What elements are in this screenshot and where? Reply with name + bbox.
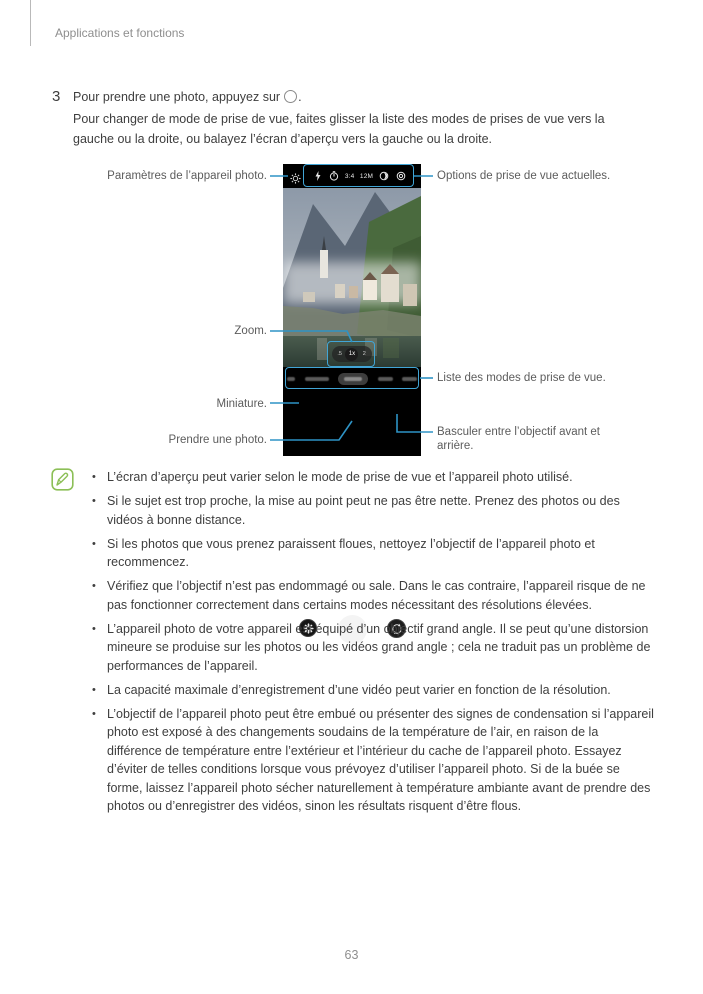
- note-bullet: • L’appareil photo de votre appareil est équipé d’un objectif grand angle. Il se peut qu’une distorsion mineure se produise sur les photos ou les vidéos grand angle ; cela ne traduit pas un problème de performances de l’appareil.: [89, 620, 655, 676]
- note-bullet: • Si le sujet est trop proche, la mise au point peut ne pas être nette. Prenez des photos ou des vidéos à bonne distance.: [89, 492, 655, 529]
- label-current-options: Options de prise de vue actuelles.: [437, 170, 611, 182]
- zoom-level-2x[interactable]: 2: [362, 351, 366, 357]
- callout-box-mode-list: [285, 367, 419, 389]
- step-body: Pour changer de mode de prise de vue, faites glisser la liste des modes de prises de vue vers la gauche ou la droite, ou balayez l’écran d’aperçu vers la gauche ou la droite.: [73, 112, 605, 146]
- label-zoom: Zoom.: [234, 325, 267, 337]
- label-switch-lens: Basculer entre l’objectif avant et arrière.: [437, 426, 601, 452]
- resolution-option[interactable]: 12M: [359, 172, 374, 180]
- step-number: 3: [52, 88, 61, 105]
- breadcrumb: Applications et fonctions: [55, 26, 185, 40]
- note-icon: [51, 468, 74, 491]
- note-bullet: • L’écran d’aperçu peut varier selon le mode de prise de vue et l’appareil photo utilisé.: [89, 468, 655, 487]
- zoom-level-wide[interactable]: .5: [337, 351, 342, 357]
- header-divider: [30, 0, 31, 46]
- note-bullet: • Vérifiez que l’objectif n’est pas endommagé ou sale. Dans le cas contraire, l’appareil risque de ne pas fonctionner correctement dans certains modes nécessitant des résolutions élevées.: [89, 577, 655, 614]
- note-bullet: • Si les photos que vous prenez paraissent floues, nettoyez l’objectif de l’appareil photo et recommencez.: [89, 535, 655, 572]
- note-bullet: • L’objectif de l’appareil photo peut être embué ou présenter des signes de condensation si l’appareil photo est exposé à des changements soudains de la température de l’air, en raison de la différence de température entre l’extérieur et l’intérieur du cache de l’appareil photo. Essayez d’éviter de telles conditions lorsque vous prévoyez d’utiliser l’appareil photo. Si de la buée se forme, laissez l’appareil photo sécher naturellement à température ambiante avant de prendre des photos ou d’enregistrer des vidéos, sinon les résultats risquent d’être flous.: [89, 705, 655, 816]
- callout-box-options: [303, 164, 414, 187]
- note-bullet: • La capacité maximale d’enregistrement d’une vidéo peut varier en fonction de la résolution.: [89, 681, 655, 700]
- label-take-photo: Prendre une photo.: [168, 434, 267, 446]
- aspect-ratio-option[interactable]: 3:4: [344, 172, 355, 180]
- zoom-level-1x[interactable]: 1x: [345, 348, 358, 361]
- notes-list: [89, 468, 655, 821]
- phone-screenshot: [283, 164, 421, 456]
- settings-gear-icon[interactable]: [290, 171, 301, 182]
- label-camera-settings: Paramètres de l’appareil photo.: [107, 170, 267, 182]
- label-mode-list: Liste des modes de prise de vue.: [437, 372, 606, 384]
- callout-box-zoom: [327, 341, 375, 367]
- label-thumbnail: Miniature.: [216, 398, 267, 410]
- page-number: 63: [344, 948, 359, 962]
- shutter-circle-icon: [284, 90, 297, 103]
- step-intro: Pour prendre une photo, appuyez sur .: [73, 90, 302, 104]
